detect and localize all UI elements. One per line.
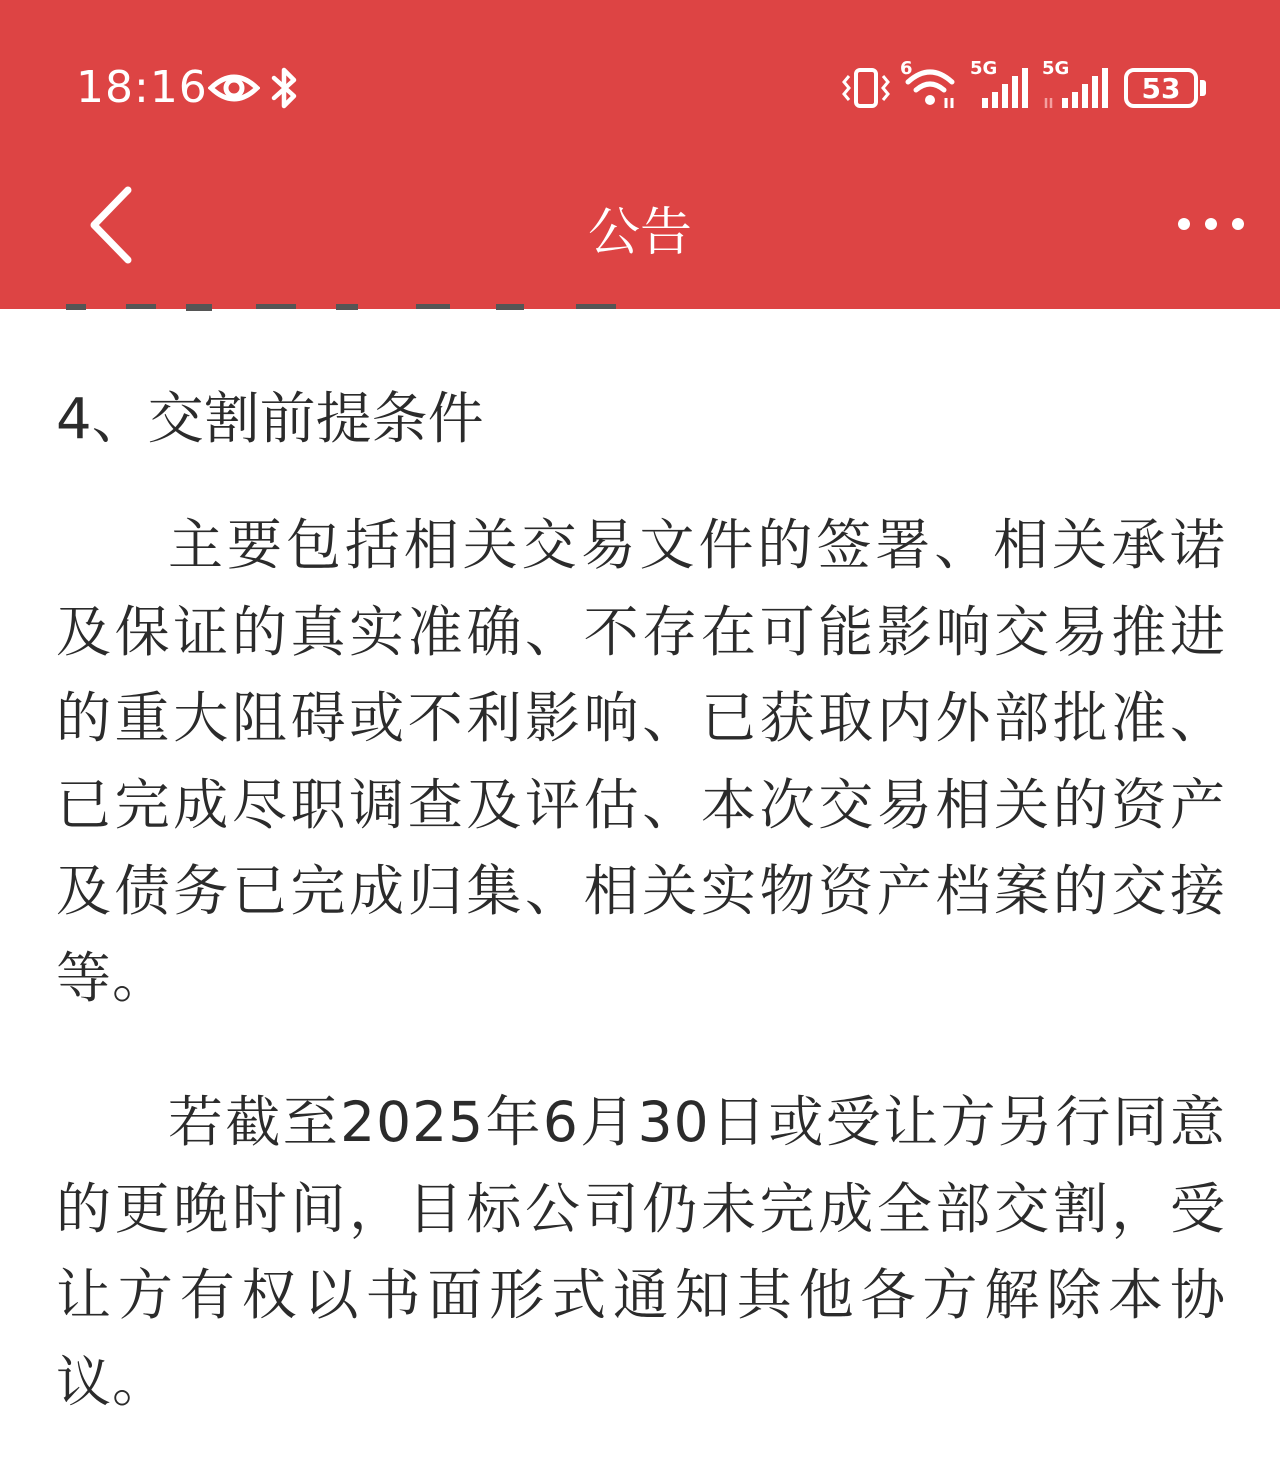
vibrate-icon bbox=[840, 66, 892, 110]
signal-icon bbox=[1040, 64, 1112, 110]
nav-bar bbox=[0, 160, 1280, 290]
bluetooth-icon bbox=[268, 64, 302, 112]
status-time: 18:16 bbox=[76, 62, 208, 113]
paragraph: 主要包括相关交易文件的签署、相关承诺及保证的真实准确、不存在可能影响交易推进的重大阻碍或不利影响、已获取内外部批准、已完成尽职调查及评估、本次交易相关的资产及债务已完成归集、相关实物资产档案的交接等。 bbox=[56, 513, 1226, 1010]
status-bar bbox=[0, 50, 1280, 130]
cut-off-text-fragment bbox=[56, 304, 656, 320]
battery-icon bbox=[1124, 68, 1198, 108]
section-heading: 4、交割前提条件 bbox=[56, 387, 484, 452]
signal-icon bbox=[968, 64, 1032, 110]
wifi-icon bbox=[900, 64, 960, 110]
paragraph: 若截至2025年6月30日或受让方另行同意的更晚时间，目标公司仍未完成全部交割，受让方有权以书面形式通知其他各方解除本协议。 bbox=[56, 1090, 1226, 1414]
sim2-network-label: 5G bbox=[1042, 58, 1070, 79]
announcement-content bbox=[56, 378, 1226, 1483]
page-title: 公告 bbox=[587, 203, 692, 263]
battery-level: 53 bbox=[1141, 71, 1181, 105]
wifi-generation-label: 6 bbox=[900, 58, 913, 79]
battery-tip bbox=[1200, 80, 1206, 96]
eye-icon bbox=[208, 64, 260, 112]
sim1-network-label: 5G bbox=[970, 58, 998, 79]
more-options-button[interactable] bbox=[1166, 204, 1256, 244]
app-header bbox=[0, 0, 1280, 309]
